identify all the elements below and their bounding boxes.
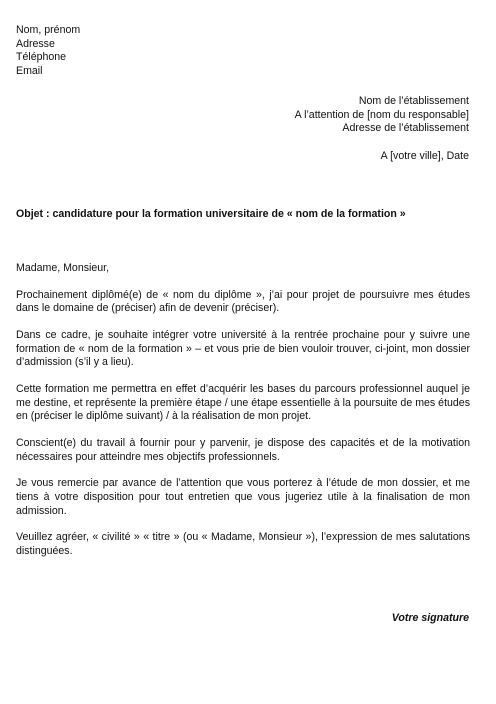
sender-phone: Téléphone bbox=[16, 51, 67, 64]
body-paragraph: Dans ce cadre, je souhaite intégrer votre université à la rentrée prochaine pour y suivre une formation de « nom de la formation » – et vous prie de bien vouloir trouver, ci-joint, mon dossier d’admission (s’il y a lieu). bbox=[16, 329, 470, 369]
body-paragraph: Cette formation me permettra en effet d’acquérir les bases du parcours professionnel auquel je me destine, et représente la première étape / une étape essentielle à la poursuite de mes études en (préciser le diplôme suivant) / à la réalisation de mon projet. bbox=[16, 383, 470, 423]
body-paragraph: Conscient(e) du travail à fournir pour y parvenir, je dispose des capacités et de la motivation nécessaires pour atteindre mes objectifs professionnels. bbox=[16, 437, 470, 463]
body-paragraph: Je vous remercie par avance de l’attention que vous porterez à l’étude de mon dossier, et me tiens à votre disposition pour tout entretien que vous jugeriez utile à la finalisation de mon admission. bbox=[16, 477, 470, 517]
sender-email: Email bbox=[16, 64, 43, 77]
recipient-block bbox=[295, 95, 469, 136]
recipient-address: Adresse de l’établissement bbox=[342, 122, 469, 135]
letter-body bbox=[16, 262, 470, 572]
letter-subject: Objet : candidature pour la formation universitaire de « nom de la formation » bbox=[16, 208, 406, 220]
body-paragraph: Prochainement diplômé(e) de « nom du diplôme », j’ai pour projet de poursuivre mes études dans le domaine de (préciser) afin de devenir (préciser). bbox=[16, 288, 470, 315]
closing-paragraph: Veuillez agréer, « civilité » « titre » (ou « Madame, Monsieur »), l’expression de mes salutations distinguées. bbox=[16, 531, 470, 558]
signature: Votre signature bbox=[391, 612, 469, 624]
salutation: Madame, Monsieur, bbox=[16, 262, 110, 274]
recipient-attention: A l’attention de [nom du responsable] bbox=[294, 108, 469, 121]
sender-address: Adresse bbox=[16, 37, 55, 50]
place-date: A [votre ville], Date bbox=[380, 150, 469, 162]
sender-block bbox=[16, 24, 80, 78]
sender-name: Nom, prénom bbox=[16, 24, 81, 36]
recipient-establishment: Nom de l’établissement bbox=[358, 95, 469, 107]
